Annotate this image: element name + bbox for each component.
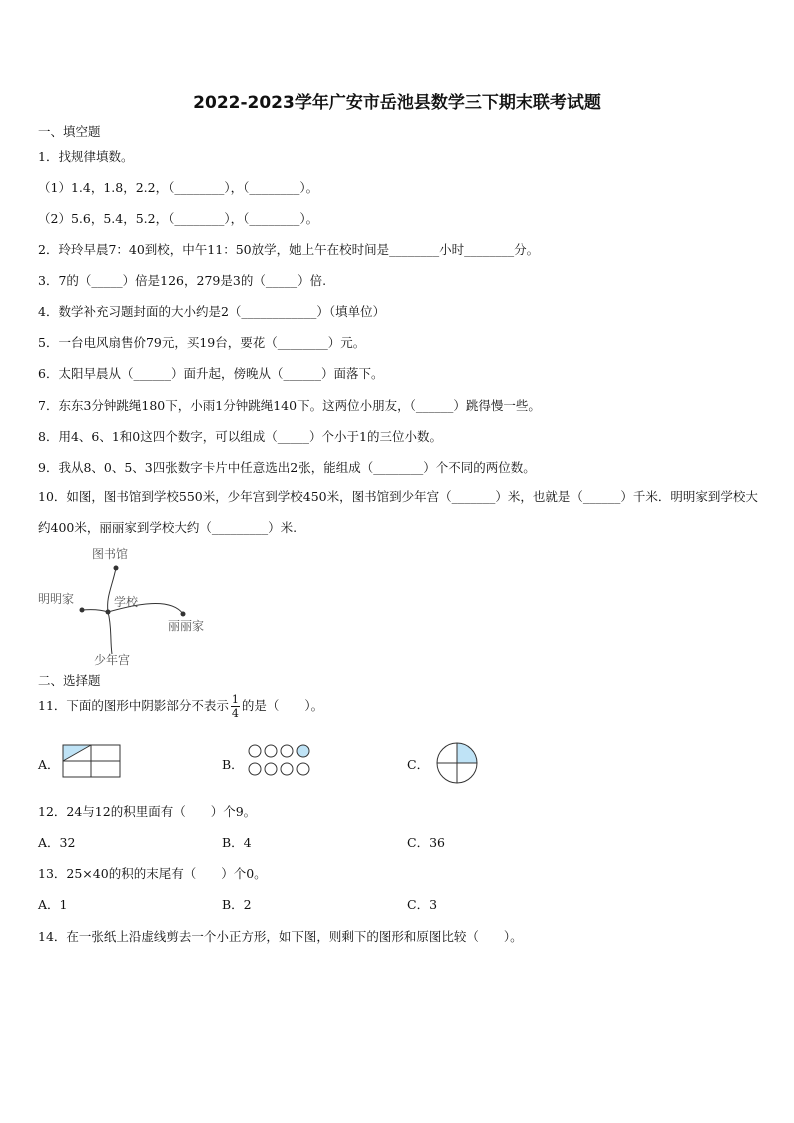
question-5: 5．一台电风扇售价79元，买19台，要花（________）元。 — [38, 335, 366, 350]
q12-option-a: A．32 — [38, 835, 76, 850]
q11-option-c-label: C． — [407, 757, 430, 772]
section-fill-in: 一、填空题 — [38, 124, 101, 139]
page-title: 2022-2023学年广安市岳池县数学三下期末联考试题 — [193, 93, 601, 113]
question-7: 7．东东3分钟跳绳180下，小雨1分钟跳绳140下。这两位小朋友，（______）跳得慢一些。 — [38, 398, 541, 413]
school-dot — [106, 610, 111, 615]
shaded-circle — [297, 745, 309, 757]
q13-option-b: B．2 — [222, 897, 252, 912]
label-library: 图书馆 — [92, 547, 129, 561]
lili-dot — [181, 612, 186, 617]
question-1-part-2: （2）5.6，5.4，5.2，（________），（________）。 — [38, 211, 319, 226]
q13-option-a: A．1 — [38, 897, 68, 912]
question-1-part-1: （1）1.4，1.8，2.2，（________），（________）。 — [38, 180, 319, 195]
library-dot — [114, 566, 119, 571]
q12-option-b: B．4 — [222, 835, 252, 850]
q11-option-b-figure — [247, 743, 315, 779]
question-9: 9．我从8、0、5、3四张数字卡片中任意选出2张，能组成（________）个不同的两位数。 — [38, 460, 536, 475]
question-4: 4．数学补充习题封面的大小约是2（____________）（填单位） — [38, 304, 386, 319]
question-1: 1．找规律填数。 — [38, 149, 134, 164]
question-13: 13．25×40的积的末尾有（ ）个0。 — [38, 866, 267, 881]
q11-option-b-label: B． — [222, 757, 244, 772]
q11-option-a-label: A． — [38, 757, 60, 772]
section-choice: 二、选择题 — [38, 673, 101, 688]
map-diagram — [36, 542, 221, 670]
question-11-tail: 的是（ ）。 — [241, 698, 324, 713]
fraction-one-quarter — [231, 693, 240, 720]
question-6: 6．太阳早晨从（______）面升起，傍晚从（______）面落下。 — [38, 366, 384, 381]
question-3: 3．7的（_____）倍是126，279是3的（_____）倍. — [38, 273, 327, 288]
path-mingming-school — [82, 610, 108, 612]
question-11 — [38, 693, 323, 720]
question-12: 12．24与12的积里面有（ ）个9。 — [38, 804, 257, 819]
question-11-text: 11．下面的图形中阴影部分不表示 — [38, 698, 229, 713]
question-14: 14．在一张纸上沿虚线剪去一个小正方形，如下图，则剩下的图形和原图比较（ ）。 — [38, 929, 523, 944]
mingming-dot — [80, 608, 85, 613]
label-school: 学校 — [114, 595, 139, 609]
path-school-youth — [108, 612, 112, 654]
fraction-denominator: 4 — [231, 707, 239, 720]
question-10: 10．如图，图书馆到学校550米，少年宫到学校450米，图书馆到少年宫（_______）米，也就是（______）千米．明明家到学校大约400米，丽丽家到学校大约（_________）米. — [38, 489, 758, 535]
question-2: 2．玲玲早晨7：40到校，中午11：50放学，她上午在校时间是________小时________分。 — [38, 242, 540, 257]
label-youth: 少年宫 — [94, 653, 131, 667]
q12-option-c: C．36 — [407, 835, 445, 850]
question-8: 8．用4、6、1和0这四个数字，可以组成（_____）个小于1的三位小数。 — [38, 429, 442, 444]
q11-option-c-figure — [435, 741, 479, 785]
label-lili: 丽丽家 — [168, 619, 205, 633]
q13-option-c: C．3 — [407, 897, 438, 912]
q11-option-a-figure — [62, 744, 122, 780]
fraction-numerator: 1 — [231, 693, 239, 706]
label-mingming: 明明家 — [38, 592, 75, 606]
